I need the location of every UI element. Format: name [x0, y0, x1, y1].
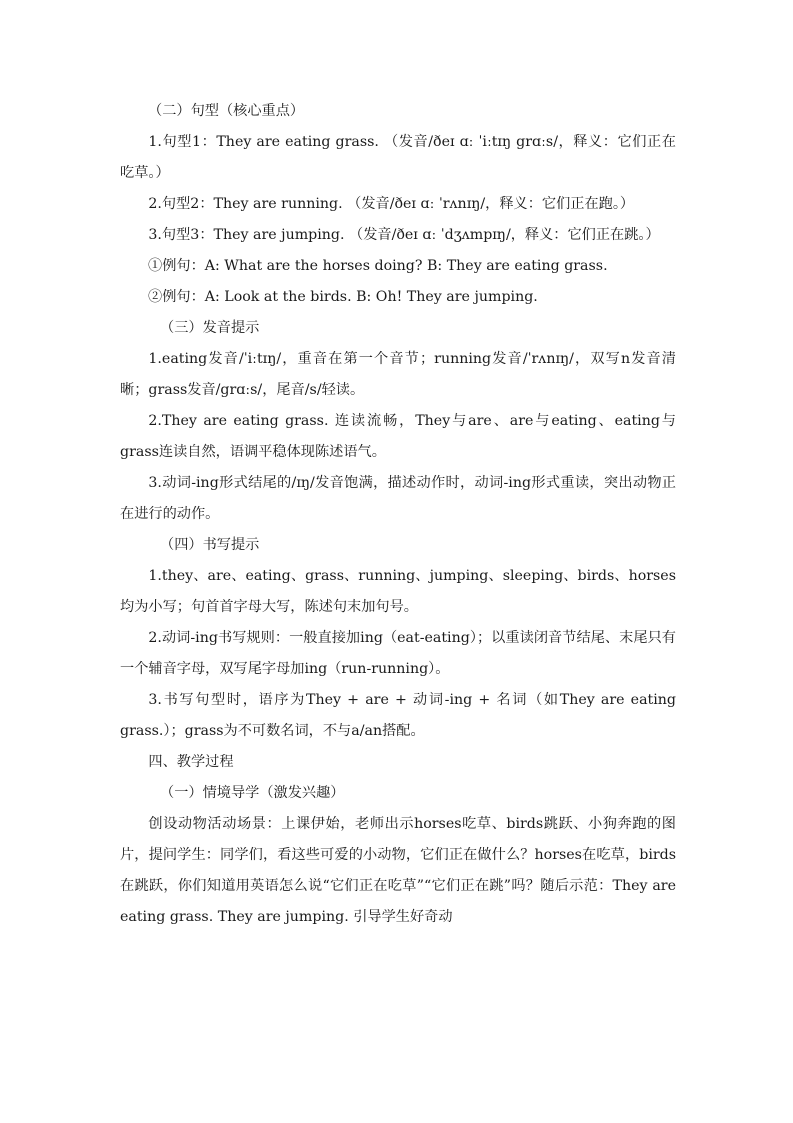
example-sentence-1: ①例句：A: What are the horses doing? B: They are eating grass. — [148, 258, 608, 274]
section-heading-situational-intro: （一）情境导学（激发兴趣） — [160, 785, 345, 801]
situational-intro-paragraph: 创设动物活动场景：上课伊始，老师出示horses吃草、birds跳跃、小狗奔跑的图片，提问学生：同学们，看这些可爱的小动物，它们正在做什么？horses在吃草，birds在跳跃，你们知道用英语怎么说“它们正在吃草”“它们正在跳”吗？随后示范：They are eating grass. They are jumping. 引导学生好奇动 — [120, 816, 676, 925]
writing-tip-3: 3.书写句型时，语序为They + are + 动词-ing + 名词（如They are eating grass.）；grass为不可数名词，不与a/an搭配。 — [120, 692, 676, 739]
example-sentence-2: ②例句：A: Look at the birds. B: Oh! They are jumping. — [148, 289, 538, 305]
sentence-pattern-3: 3.句型3：They are jumping. （发音/ðeɪ ɑː ˈdʒʌmpɪŋ/，释义：它们正在跳。） — [148, 227, 660, 243]
section-heading-pronunciation: （三）发音提示 — [160, 320, 260, 336]
pronunciation-tip-2: 2.They are eating grass. 连读流畅，They与are、are与eating、eating与grass连读自然，语调平稳体现陈述语气。 — [120, 413, 676, 460]
writing-tip-1: 1.they、are、eating、grass、running、jumping、sleeping、birds、horses均为小写；句首首字母大写，陈述句末加句号。 — [120, 568, 676, 615]
sentence-pattern-2: 2.句型2：They are running. （发音/ðeɪ ɑː ˈrʌnɪŋ/，释义：它们正在跑。） — [148, 196, 635, 212]
section-heading-sentence-patterns: （二）句型（核心重点） — [148, 103, 305, 119]
document-page — [120, 96, 676, 933]
pronunciation-tip-1: 1.eating发音/ˈiːtɪŋ/，重音在第一个音节；running发音/ˈrʌnɪŋ/，双写n发音清晰；grass发音/grɑːs/，尾音/s/轻读。 — [120, 351, 676, 398]
writing-tip-2: 2.动词-ing书写规则：一般直接加ing（eat-eating）；以重读闭音节结尾、末尾只有一个辅音字母，双写尾字母加ing（run-running）。 — [120, 630, 676, 677]
pronunciation-tip-3: 3.动词-ing形式结尾的/ɪŋ/发音饱满，描述动作时，动词-ing形式重读，突出动物正在进行的动作。 — [120, 475, 676, 522]
sentence-pattern-1: 1.句型1：They are eating grass. （发音/ðeɪ ɑː ˈiːtɪŋ grɑːs/，释义：它们正在吃草。） — [120, 134, 676, 181]
section-heading-writing: （四）书写提示 — [160, 537, 260, 553]
section-heading-teaching-process: 四、教学过程 — [148, 754, 234, 770]
